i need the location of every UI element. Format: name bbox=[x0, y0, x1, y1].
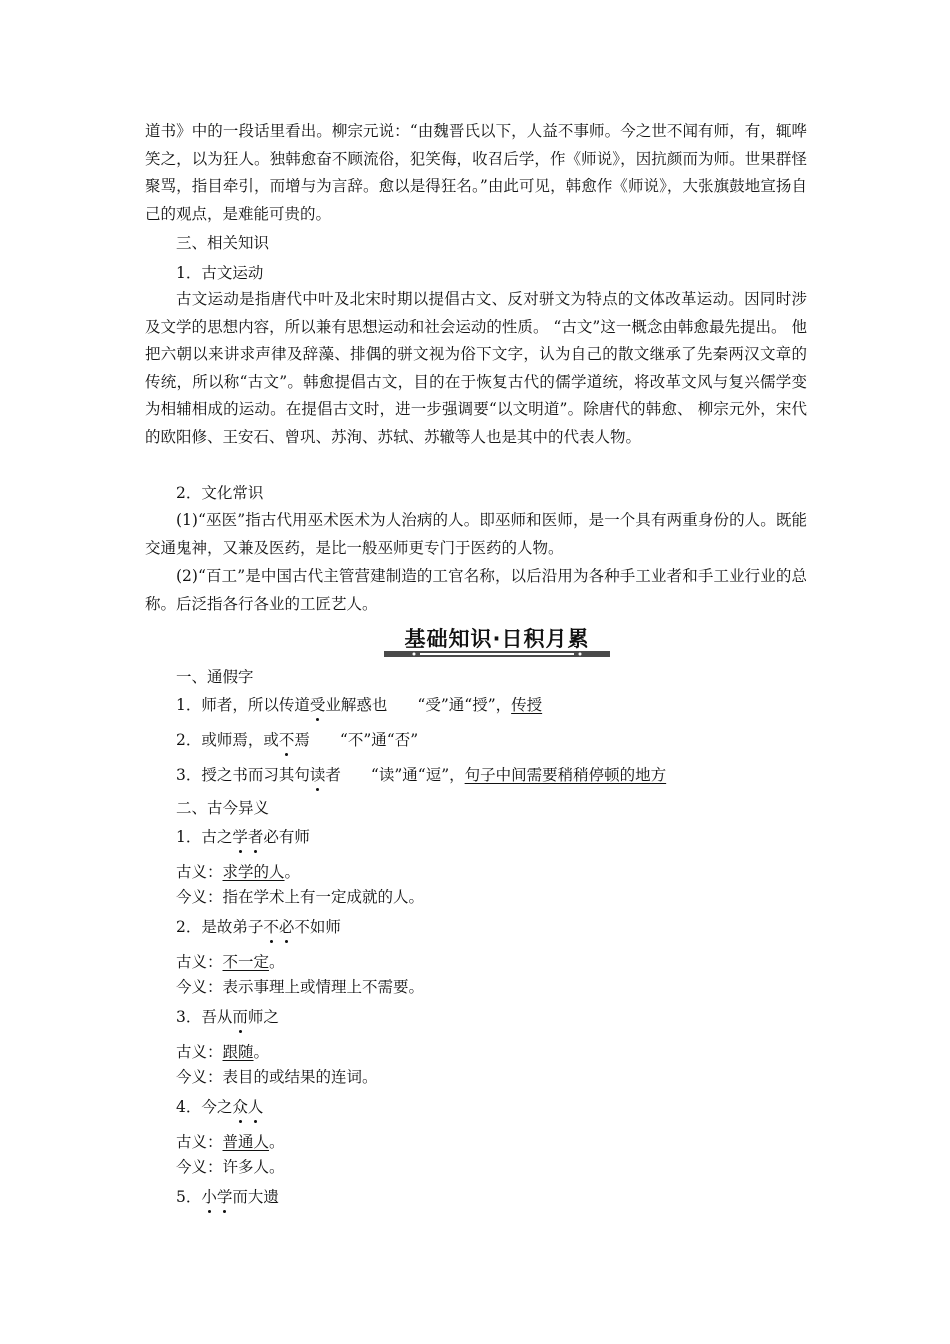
ancient-label: 古义： bbox=[176, 1133, 223, 1151]
emphasized-character: 读 bbox=[309, 766, 326, 784]
tongjia-note: “受”通“授”， bbox=[417, 696, 512, 714]
modern-label: 今义： bbox=[176, 1158, 223, 1176]
section-banner bbox=[380, 621, 614, 659]
ancient-meaning: 跟随 bbox=[222, 1043, 254, 1061]
tongjia-item-3 bbox=[176, 764, 666, 786]
modern-label: 今义： bbox=[176, 1068, 223, 1086]
gujin-item-2 bbox=[176, 916, 341, 938]
gujin-item-1 bbox=[176, 826, 310, 848]
punctuation: 。 bbox=[284, 863, 301, 881]
gujin-item-3 bbox=[176, 1006, 279, 1028]
punctuation: 。 bbox=[269, 1133, 285, 1151]
emphasized-word: 而 bbox=[232, 1008, 248, 1026]
punctuation: 。 bbox=[253, 1043, 270, 1061]
item-number: 4． bbox=[176, 1098, 202, 1116]
intro-paragraph: 道书》中的一段话里看出。柳宗元说：“由魏晋氏以下，人益不事师。今之世不闻有师，有，辄哗笑之，以为狂人。独韩愈奋不顾流俗，犯笑侮，收召后学，作《师说》，因抗颜而为师。世果群怪聚骂，指目牵引，而增与为言辞。愈以是得狂名。”由此可见，韩愈作《师说》，大张旗鼓地宣扬自己的观点，是难能可贵的。 bbox=[145, 122, 807, 223]
sentence-text: 授之书而习其句 bbox=[201, 766, 310, 784]
emphasized-character: 不 bbox=[278, 731, 295, 749]
emphasized-character: 受 bbox=[309, 696, 326, 714]
guwen-movement-paragraph: 古文运动是指唐代中叶及北宋时期以提倡古文、反对骈文为特点的文体改革运动。因同时涉及文学的思想内容，所以兼有思想运动和社会运动的性质。 “古文”这一概念由韩愈最先提出。 他把六朝以来讲求声律及辞藻、排偶的骈文视为俗下文字，认为自己的散文继承了先秦两汉文章的传统，所以称“古文”。韩愈提倡古文，目的在于恢复古代的儒学道统，将改革文风与复兴儒学变为相辅相成的运动。在提倡古文时，进一步强调要“以文明道”。除唐代的韩愈、 柳宗元外，宋代的欧阳修、王安石、曾巩、苏洵、苏轼、苏辙等人也是其中的代表人物。 bbox=[145, 290, 807, 446]
sentence-text: 业解惑也 bbox=[325, 696, 388, 714]
sentence-text: 必有师 bbox=[263, 828, 310, 846]
modern-meaning: 表目的或结果的连词。 bbox=[222, 1068, 378, 1086]
cultural-item-wuyi: (1)“巫医”指古代用巫术医术为人治病的人。即巫师和医师，是一个具有两重身份的人。既能交通鬼神，又兼及医药，是比一般巫师更专门于医药的人物。 bbox=[145, 511, 807, 557]
gujin-item-5 bbox=[176, 1186, 279, 1208]
tongjia-note: “读”通“逗”， bbox=[370, 766, 465, 784]
gujin-item-3-ancient bbox=[176, 1041, 269, 1063]
sentence-text: 吾从 bbox=[201, 1008, 233, 1026]
ancient-label: 古义： bbox=[176, 863, 223, 881]
sentence-text: 是故弟子 bbox=[201, 918, 264, 936]
sentence-text: 古之 bbox=[201, 828, 233, 846]
tongjia-note: “不”通“否” bbox=[339, 731, 419, 749]
emphasized-word: 不必 bbox=[263, 918, 295, 936]
gujin-item-4-modern bbox=[176, 1156, 285, 1178]
item-number: 2． bbox=[176, 918, 202, 936]
sentence-text: 而大遗 bbox=[232, 1188, 279, 1206]
item-number: 2． bbox=[176, 731, 202, 749]
subheading-guwen-movement: 1．古文运动 bbox=[176, 264, 264, 282]
section-heading-tongjiazi: 一、通假字 bbox=[176, 668, 254, 686]
tongjia-item-2 bbox=[176, 729, 418, 751]
item-number: 3． bbox=[176, 1008, 202, 1026]
modern-meaning: 许多人。 bbox=[222, 1158, 285, 1176]
section-heading-related-knowledge: 三、相关知识 bbox=[176, 234, 270, 252]
tongjia-item-1 bbox=[176, 694, 542, 716]
modern-meaning: 指在学术上有一定成就的人。 bbox=[222, 888, 425, 906]
ancient-label: 古义： bbox=[176, 1043, 223, 1061]
banner-title: 基础知识·日积月累 bbox=[404, 627, 590, 651]
item-number: 1． bbox=[176, 696, 202, 714]
item-number: 3． bbox=[176, 766, 202, 784]
sentence-text: 焉 bbox=[294, 731, 310, 749]
gujin-item-4-ancient bbox=[176, 1131, 285, 1153]
punctuation: 。 bbox=[269, 953, 285, 971]
sentence-text: 师之 bbox=[247, 1008, 279, 1026]
gujin-item-4 bbox=[176, 1096, 263, 1118]
emphasized-word: 小学 bbox=[201, 1188, 233, 1206]
item-number: 1． bbox=[176, 828, 202, 846]
ancient-label: 古义： bbox=[176, 953, 223, 971]
modern-meaning: 表示事理上或情理上不需要。 bbox=[222, 978, 425, 996]
gujin-item-2-modern bbox=[176, 976, 424, 998]
gujin-item-1-modern bbox=[176, 886, 424, 908]
emphasized-word: 众人 bbox=[232, 1098, 264, 1116]
gujin-item-3-modern bbox=[176, 1066, 378, 1088]
modern-label: 今义： bbox=[176, 978, 223, 996]
banner-underline-decoration bbox=[384, 651, 610, 657]
sentence-text: 不如师 bbox=[294, 918, 341, 936]
gujin-item-1-ancient bbox=[176, 861, 300, 883]
sentence-text: 者 bbox=[325, 766, 341, 784]
emphasized-word: 学者 bbox=[232, 828, 264, 846]
meaning-underlined: 句子中间需要稍稍停顿的地方 bbox=[464, 766, 667, 784]
ancient-meaning: 求学的人 bbox=[222, 863, 285, 881]
section-heading-gujin: 二、古今异义 bbox=[176, 799, 270, 817]
meaning-underlined: 传授 bbox=[511, 696, 543, 714]
gujin-item-2-ancient bbox=[176, 951, 285, 973]
sentence-text: 师者，所以传道 bbox=[201, 696, 310, 714]
subheading-cultural-knowledge: 2．文化常识 bbox=[176, 484, 264, 502]
sentence-text: 或师焉，或 bbox=[201, 731, 279, 749]
modern-label: 今义： bbox=[176, 888, 223, 906]
cultural-item-baigong: (2)“百工”是中国古代主管营建制造的工官名称，以后沿用为各种手工业者和手工业行业的总称。后泛指各行各业的工匠艺人。 bbox=[145, 567, 807, 613]
ancient-meaning: 不一定 bbox=[222, 953, 270, 971]
sentence-text: 今之 bbox=[201, 1098, 233, 1116]
ancient-meaning: 普通人 bbox=[222, 1133, 270, 1151]
item-number: 5． bbox=[176, 1188, 202, 1206]
